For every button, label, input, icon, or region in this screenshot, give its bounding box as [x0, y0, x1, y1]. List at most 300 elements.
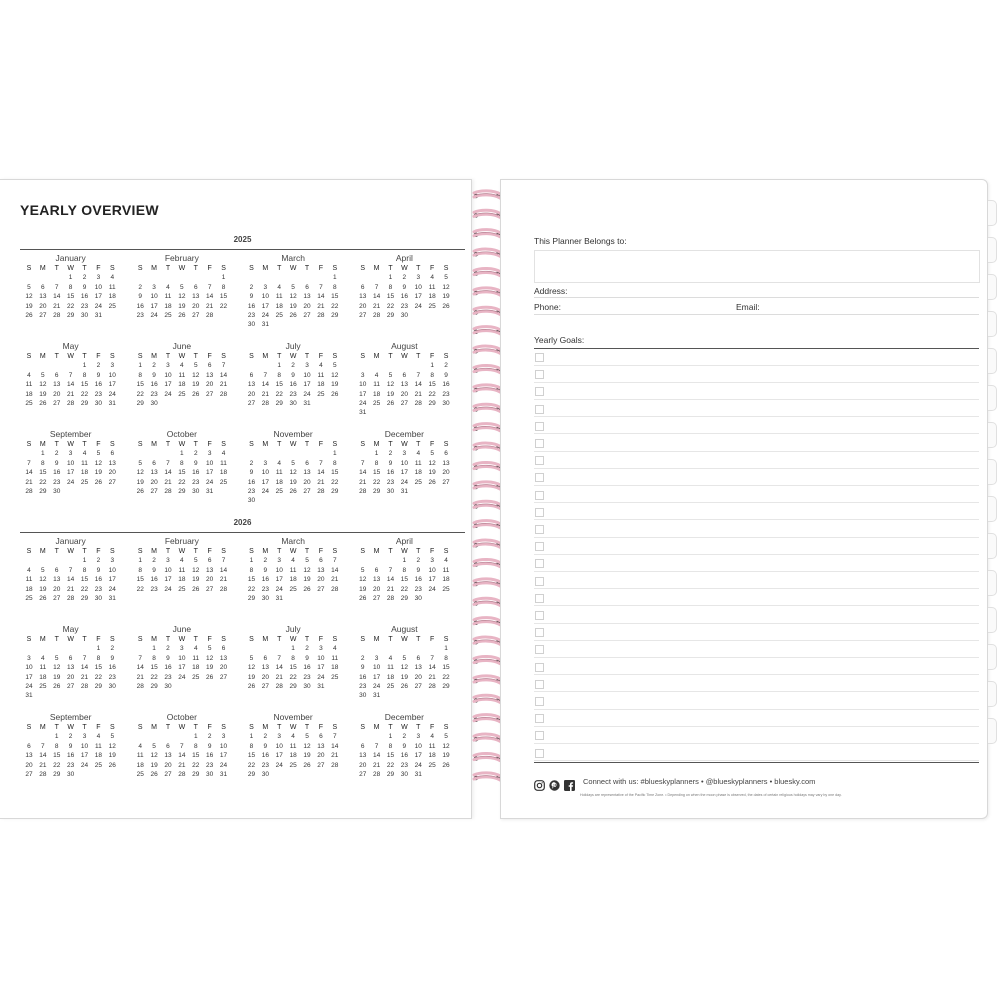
empty-day	[22, 273, 36, 282]
day-number: 7	[332, 733, 337, 741]
day-number: 7	[27, 459, 31, 467]
day-number: 22	[67, 302, 75, 310]
day-number: 12	[428, 459, 436, 467]
day-number: 25	[178, 390, 186, 398]
day-number: 26	[206, 673, 214, 681]
day-number: 14	[136, 664, 144, 672]
day-number: 2	[263, 733, 268, 741]
day-number: 4	[291, 733, 295, 741]
month-name: May	[62, 624, 79, 634]
day-number: 2	[416, 557, 421, 565]
day-number: 9	[207, 742, 212, 750]
spiral-coil	[474, 210, 500, 217]
day-number: 30	[386, 487, 395, 495]
day-number: 18	[25, 390, 33, 398]
day-number: 11	[178, 566, 186, 574]
goal-checkbox[interactable]	[535, 422, 544, 431]
day-number: 9	[402, 283, 407, 291]
month-september	[20, 426, 131, 514]
weekday-label: T	[388, 441, 393, 448]
weekday-label: S	[443, 441, 449, 448]
weekday-label: M	[39, 548, 46, 555]
day-number: 24	[94, 302, 103, 310]
goal-checkbox[interactable]	[535, 559, 544, 568]
goal-row[interactable]	[534, 693, 979, 710]
day-number: 13	[164, 752, 172, 760]
goal-row[interactable]	[534, 452, 979, 469]
day-number: 7	[332, 557, 337, 565]
day-number: 17	[275, 576, 283, 584]
year-header	[20, 518, 465, 533]
weekday-label: W	[401, 441, 408, 448]
day-number: 1	[221, 274, 226, 282]
day-number: 14	[67, 576, 75, 584]
day-number: 30	[400, 311, 408, 319]
empty-day	[147, 273, 161, 282]
day-number: 1	[388, 733, 393, 741]
spiral-coil	[474, 327, 500, 334]
day-number: 21	[359, 478, 367, 486]
day-number: 23	[150, 390, 158, 398]
day-number: 16	[150, 576, 158, 584]
goal-checkbox[interactable]	[535, 628, 544, 637]
day-number: 13	[192, 293, 200, 301]
day-number: 9	[96, 371, 101, 379]
goal-checkbox[interactable]	[535, 731, 544, 740]
year-label: 2025	[233, 235, 252, 244]
weekday-label: W	[67, 636, 74, 643]
empty-day	[36, 556, 50, 565]
day-number: 12	[150, 752, 158, 760]
page-tab[interactable]	[988, 644, 997, 670]
weekday-label: T	[304, 265, 310, 272]
month-calendar	[245, 723, 342, 779]
day-number: 17	[164, 576, 172, 584]
day-number: 30	[289, 399, 297, 407]
day-number: 23	[80, 302, 89, 310]
day-number: 21	[178, 761, 186, 769]
goal-row[interactable]	[534, 710, 979, 727]
weekday-label: S	[109, 548, 115, 555]
day-number: 28	[219, 585, 228, 593]
owner-name-field[interactable]	[534, 250, 980, 283]
goal-checkbox[interactable]	[535, 663, 544, 672]
day-number: 11	[25, 381, 33, 389]
day-number: 21	[53, 302, 61, 310]
month-name: April	[395, 536, 413, 546]
page-tab[interactable]	[988, 459, 997, 485]
goal-checkbox[interactable]	[535, 645, 544, 654]
goal-checkbox[interactable]	[535, 491, 544, 500]
day-number: 8	[430, 371, 434, 379]
spiral-coil	[474, 540, 500, 547]
weekday-label: M	[39, 265, 46, 272]
goal-checkbox[interactable]	[535, 577, 544, 586]
day-number: 4	[319, 362, 323, 370]
day-number: 28	[164, 487, 172, 495]
weekday-label: T	[193, 724, 198, 731]
day-number: 12	[400, 664, 408, 672]
empty-day	[189, 273, 203, 282]
page-tab[interactable]	[988, 607, 997, 633]
weekday-label: M	[39, 353, 46, 360]
goal-checkbox[interactable]	[535, 594, 544, 603]
day-number: 7	[416, 371, 421, 379]
day-number: 29	[150, 682, 158, 690]
weekday-label: F	[430, 265, 435, 272]
day-number: 15	[150, 664, 158, 672]
weekday-label: W	[67, 548, 74, 555]
pinterest-icon[interactable]	[549, 776, 560, 787]
day-number: 7	[374, 742, 379, 750]
spiral-coil	[474, 191, 500, 198]
goal-row[interactable]	[534, 745, 979, 762]
page-tab[interactable]	[988, 237, 997, 263]
day-number: 29	[39, 487, 47, 495]
weekday-label: W	[178, 724, 186, 731]
month-december	[354, 709, 465, 797]
day-number: 27	[164, 770, 172, 778]
day-number: 9	[360, 664, 365, 672]
day-number: 30	[108, 682, 116, 690]
day-number: 15	[219, 293, 228, 301]
month-name: September	[49, 712, 92, 722]
day-number: 18	[289, 576, 297, 584]
day-number: 22	[331, 478, 339, 486]
goal-row[interactable]	[534, 401, 979, 418]
goal-row[interactable]	[534, 590, 979, 607]
page-tab[interactable]	[988, 348, 997, 374]
day-number: 10	[94, 283, 103, 291]
day-number: 17	[359, 390, 367, 398]
day-number: 18	[178, 381, 186, 389]
day-number: 26	[136, 487, 144, 495]
weekday-label: M	[151, 441, 157, 448]
month-calendar	[356, 723, 453, 779]
day-number: 11	[178, 371, 186, 379]
day-number: 3	[207, 450, 212, 458]
goal-row[interactable]	[534, 366, 979, 383]
day-number: 25	[219, 478, 228, 486]
day-number: 1	[444, 645, 448, 653]
goal-checkbox[interactable]	[535, 370, 544, 379]
day-number: 28	[317, 311, 325, 319]
day-number: 11	[220, 459, 227, 467]
weekday-label: S	[332, 548, 338, 555]
weekday-label: T	[82, 265, 87, 272]
goal-checkbox[interactable]	[535, 405, 544, 414]
day-number: 24	[80, 761, 89, 769]
page-tab[interactable]	[988, 200, 997, 226]
day-number: 13	[67, 664, 75, 672]
day-number: 20	[206, 576, 214, 584]
day-number: 7	[221, 557, 226, 565]
day-number: 25	[289, 585, 297, 593]
day-number: 3	[166, 362, 170, 370]
weekday-label: T	[54, 636, 59, 643]
page-tab[interactable]	[988, 681, 997, 707]
day-number: 5	[41, 371, 45, 379]
goal-row[interactable]	[534, 418, 979, 435]
goal-checkbox[interactable]	[535, 353, 544, 362]
year-block-2025	[20, 235, 465, 514]
weekday-label: T	[165, 441, 171, 448]
day-number: 23	[53, 478, 61, 486]
goal-checkbox[interactable]	[535, 387, 544, 396]
day-number: 21	[428, 673, 436, 681]
day-number: 16	[261, 752, 269, 760]
day-number: 6	[207, 557, 212, 565]
day-number: 15	[80, 381, 89, 389]
empty-day	[370, 556, 384, 565]
day-number: 19	[53, 673, 61, 681]
instagram-icon[interactable]	[534, 776, 545, 787]
day-number: 23	[108, 673, 116, 681]
goal-row[interactable]	[534, 349, 979, 366]
goal-checkbox[interactable]	[535, 508, 544, 517]
day-number: 5	[291, 283, 295, 291]
day-number: 6	[54, 371, 59, 379]
day-number: 15	[386, 752, 395, 760]
facebook-icon[interactable]	[564, 776, 575, 787]
day-number: 28	[53, 311, 61, 319]
spiral-coil	[474, 521, 500, 528]
goal-checkbox[interactable]	[535, 473, 544, 482]
goal-checkbox[interactable]	[535, 714, 544, 723]
day-number: 5	[180, 283, 184, 291]
weekday-label: F	[318, 353, 324, 360]
month-calendar	[245, 264, 342, 330]
month-june	[131, 338, 242, 426]
goal-row[interactable]	[534, 676, 979, 693]
day-number: 1	[332, 450, 337, 458]
empty-day	[245, 361, 259, 370]
day-number: 17	[67, 469, 75, 477]
weekday-label: S	[109, 636, 115, 643]
day-number: 1	[193, 733, 198, 741]
weekday-label: T	[416, 548, 421, 555]
goal-checkbox[interactable]	[535, 542, 544, 551]
day-number: 27	[372, 594, 381, 602]
day-number: 12	[247, 664, 256, 672]
day-number: 27	[261, 682, 269, 690]
day-number: 14	[178, 752, 186, 760]
day-number: 8	[193, 742, 198, 750]
day-number: 27	[192, 311, 200, 319]
day-number: 7	[82, 654, 87, 662]
day-number: 11	[331, 654, 339, 662]
goal-row[interactable]	[534, 727, 979, 744]
page-tab[interactable]	[988, 274, 997, 300]
day-number: 5	[291, 459, 295, 467]
empty-day	[300, 449, 314, 458]
empty-day	[356, 273, 370, 282]
month-january	[20, 533, 131, 621]
day-number: 17	[414, 752, 422, 760]
day-number: 22	[136, 390, 144, 398]
goal-row[interactable]	[534, 555, 979, 572]
contact-line[interactable]	[534, 314, 979, 315]
spiral-coil	[474, 404, 500, 411]
day-number: 26	[303, 585, 311, 593]
address-line[interactable]	[534, 297, 979, 298]
day-number: 9	[249, 469, 254, 477]
empty-day	[411, 361, 425, 370]
day-number: 26	[442, 761, 450, 769]
day-number: 2	[207, 733, 212, 741]
goal-row[interactable]	[534, 641, 979, 658]
day-number: 12	[108, 742, 116, 750]
day-number: 14	[206, 293, 214, 301]
day-number: 23	[414, 585, 422, 593]
page-tab[interactable]	[988, 533, 997, 559]
weekday-label: T	[277, 724, 282, 731]
day-number: 5	[444, 274, 448, 282]
goal-row[interactable]	[534, 383, 979, 400]
day-number: 17	[414, 293, 422, 301]
day-number: 8	[54, 742, 59, 750]
goal-row[interactable]	[534, 487, 979, 504]
weekday-label: S	[332, 353, 338, 360]
day-number: 11	[39, 664, 47, 672]
day-number: 20	[247, 390, 256, 398]
day-number: 4	[110, 274, 115, 282]
spiral-coil	[474, 676, 500, 683]
empty-day	[272, 644, 286, 653]
day-number: 6	[152, 459, 156, 467]
weekday-label: M	[151, 265, 157, 272]
day-number: 25	[80, 478, 89, 486]
day-number: 18	[372, 390, 381, 398]
address-label: Address:	[534, 286, 568, 296]
day-number: 18	[80, 469, 89, 477]
day-number: 26	[359, 594, 367, 602]
day-number: 17	[206, 469, 214, 477]
day-number: 2	[166, 645, 170, 653]
weekday-label: M	[262, 441, 269, 448]
day-number: 23	[261, 585, 269, 593]
goal-row[interactable]	[534, 538, 979, 555]
goal-row[interactable]	[534, 521, 979, 538]
day-number: 8	[152, 654, 156, 662]
goal-checkbox[interactable]	[535, 680, 544, 689]
goal-checkbox[interactable]	[535, 697, 544, 706]
spiral-coil	[474, 288, 500, 295]
day-number: 12	[192, 371, 200, 379]
day-number: 24	[206, 478, 214, 486]
goal-checkbox[interactable]	[535, 439, 544, 448]
day-number: 11	[275, 293, 283, 301]
day-number: 15	[400, 576, 408, 584]
goal-checkbox[interactable]	[535, 611, 544, 620]
day-number: 20	[400, 390, 408, 398]
day-number: 3	[82, 733, 87, 741]
day-number: 8	[332, 459, 337, 467]
page-tab[interactable]	[988, 570, 997, 596]
goal-row[interactable]	[534, 624, 979, 641]
day-number: 15	[442, 664, 450, 672]
day-number: 9	[166, 654, 170, 662]
day-number: 16	[67, 752, 75, 760]
month-calendar	[133, 547, 230, 594]
month-calendar	[245, 440, 342, 506]
day-number: 9	[249, 293, 254, 301]
day-number: 9	[402, 742, 407, 750]
goals-label: Yearly Goals:	[534, 335, 585, 345]
weekday-label: S	[26, 548, 32, 555]
goal-row[interactable]	[534, 435, 979, 452]
day-number: 18	[164, 302, 172, 310]
day-number: 16	[442, 381, 450, 389]
month-calendar	[133, 635, 230, 691]
day-number: 25	[178, 585, 186, 593]
day-number: 8	[374, 459, 379, 467]
goal-row[interactable]	[534, 607, 979, 624]
day-number: 21	[275, 673, 283, 681]
page-tab[interactable]	[988, 718, 997, 744]
day-number: 22	[400, 585, 408, 593]
day-number: 3	[305, 362, 309, 370]
day-number: 22	[39, 478, 47, 486]
day-number: 16	[289, 381, 297, 389]
weekday-label: S	[221, 441, 226, 448]
day-number: 28	[275, 682, 283, 690]
day-number: 12	[442, 742, 450, 750]
page-title: YEARLY OVERVIEW	[20, 202, 159, 218]
day-number: 24	[108, 585, 116, 593]
goal-checkbox[interactable]	[535, 456, 544, 465]
day-number: 17	[150, 302, 158, 310]
day-number: 21	[206, 302, 214, 310]
day-number: 19	[178, 302, 186, 310]
day-number: 13	[442, 459, 450, 467]
day-number: 30	[400, 770, 408, 778]
day-number: 29	[247, 770, 256, 778]
day-number: 29	[442, 682, 450, 690]
goal-checkbox[interactable]	[535, 749, 544, 758]
weekday-label: T	[304, 724, 310, 731]
empty-day	[370, 644, 384, 653]
spiral-coil	[474, 618, 500, 625]
weekday-label: M	[373, 636, 380, 643]
page-tab[interactable]	[988, 422, 997, 448]
day-number: 17	[400, 469, 408, 477]
day-number: 9	[96, 566, 101, 574]
page-tab[interactable]	[988, 496, 997, 522]
day-number: 19	[428, 469, 436, 477]
page-tab[interactable]	[988, 311, 997, 337]
day-number: 27	[317, 761, 325, 769]
day-number: 11	[289, 742, 297, 750]
goal-row[interactable]	[534, 469, 979, 486]
day-number: 21	[372, 761, 381, 769]
day-number: 16	[150, 381, 158, 389]
day-number: 25	[275, 487, 283, 495]
page-tab[interactable]	[988, 385, 997, 411]
weekday-label: F	[96, 353, 101, 360]
spiral-coil	[474, 443, 500, 450]
goal-row[interactable]	[534, 659, 979, 676]
goal-row[interactable]	[534, 504, 979, 521]
day-number: 10	[150, 293, 158, 301]
goal-row[interactable]	[534, 573, 979, 590]
day-number: 6	[263, 654, 268, 662]
goal-checkbox[interactable]	[535, 525, 544, 534]
day-number: 5	[193, 362, 198, 370]
day-number: 20	[53, 585, 61, 593]
day-number: 7	[388, 566, 393, 574]
empty-day	[272, 449, 286, 458]
